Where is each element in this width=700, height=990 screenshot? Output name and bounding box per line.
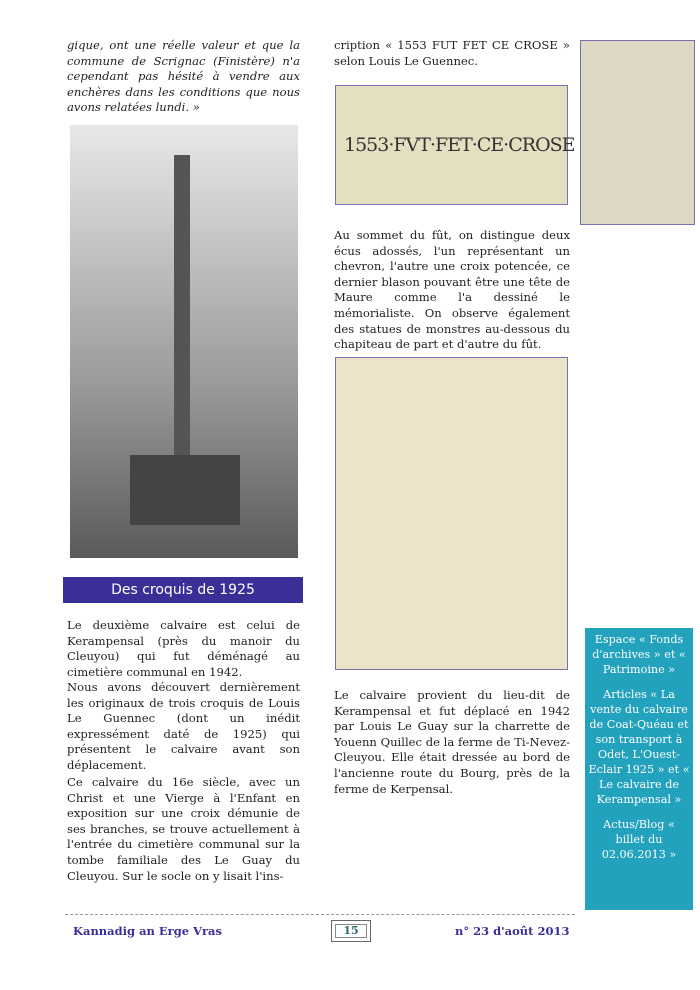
cross-sketch bbox=[580, 40, 695, 225]
footer-publication: Kannadig an Erge Vras bbox=[73, 924, 222, 938]
inscription-sketch-text: 1553·FVT·FET·CE·CROSE bbox=[344, 134, 575, 156]
cross-shaft bbox=[174, 155, 190, 485]
paragraph-3: Ce calvaire du 16e siècle, avec un Christ et une Vierge à l'Enfant en exposition sur une croix démunie de ses branches, se trouve actuellement à l'entrée du cimetière communal sur la tombe familiale des Le Guay du Cleuyou. Sur le socle on y lisait l'ins- bbox=[67, 775, 300, 883]
sidebar-item-articles[interactable]: Articles « La vente du calvaire de Coat-Quéau et son transport à Odet, L'Ouest-Eclair 1925 » et « Le calvaire de Kerampensal » bbox=[588, 688, 690, 806]
paragraph-5: Le calvaire provient du lieu-dit de Kerampensal et fut déplacé en 1942 par Louis Le Guay sur la charrette de Youenn Quillec de la ferme de Ti-Nevez-Cleuyou. Elle était dressée au bord de l'ancienne route du Bourg, près de la ferme de Kerpensal. bbox=[334, 688, 570, 796]
footer-divider bbox=[65, 914, 575, 915]
calvary-photo bbox=[70, 125, 298, 558]
sidebar-links bbox=[585, 628, 693, 910]
footer-issue: n° 23 d'août 2013 bbox=[455, 924, 570, 938]
paragraph-4: Au sommet du fût, on distingue deux écus adossés, l'un représentant un chevron, l'autre une croix potencée, ce dernier blason pouvant être une tête de Maure comme l'a dessiné le mémorialiste. On observe également des statues de monstres au-dessous du chapiteau de part et d'autre du fût. bbox=[334, 228, 570, 352]
sidebar-item-blog[interactable]: Actus/Blog « billet du 02.06.2013 » bbox=[601, 818, 677, 861]
inscription-sketch bbox=[335, 85, 575, 205]
section-heading: Des croquis de 1925 bbox=[63, 577, 303, 603]
quote-end-text: gique, ont une réelle valeur et que la commune de Scrignac (Finistère) n'a cependant pas hésité à vendre aux enchères dans les conditions que nous avons relatées lundi. » bbox=[67, 38, 300, 115]
sidebar-item-archives[interactable]: Espace « Fonds d'archives » et « Patrimoine » bbox=[592, 633, 686, 676]
cross-base bbox=[130, 455, 240, 525]
inscription-text: cription « 1553 FUT FET CE CROSE » selon Louis Le Guennec. bbox=[334, 38, 570, 68]
paragraph-2: Nous avons découvert dernièrement les originaux de trois croquis de Louis Le Guennec (dont un inédit expressément daté de 1925) qui présentent le calvaire avant son déplacement. bbox=[67, 680, 300, 772]
page-number: 15 bbox=[331, 920, 371, 942]
paragraph-1: Le deuxième calvaire est celui de Kerampensal (près du manoir du Cleuyou) qui fut déménagé au cimetière communal en 1942. bbox=[67, 618, 300, 679]
calvary-sketch bbox=[335, 357, 568, 670]
